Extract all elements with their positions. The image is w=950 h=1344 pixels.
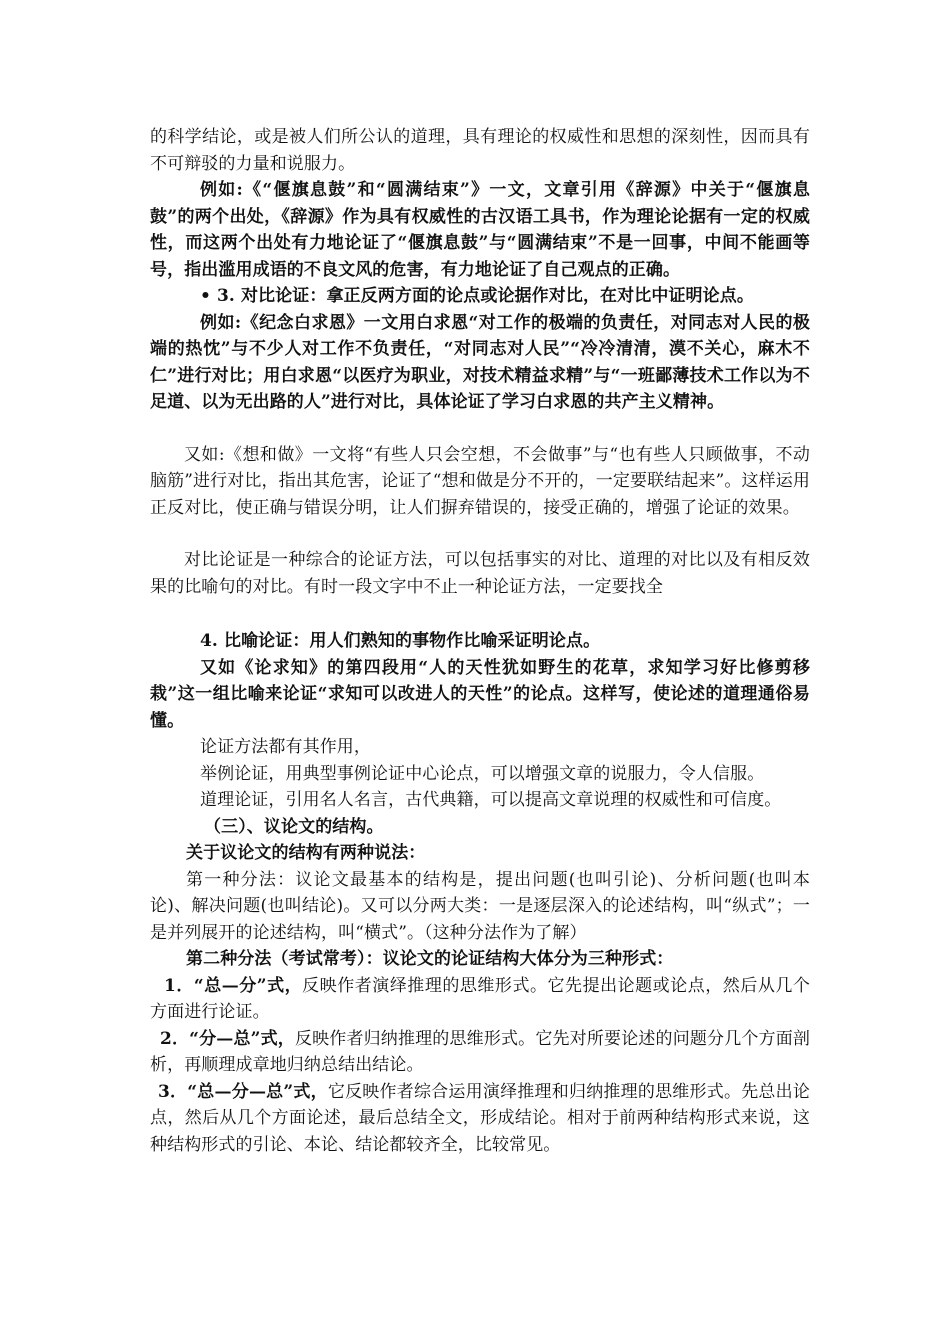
structure-item-1-text: 反映作者演绎推理的思维形式。它先提出论题或论点，然后从几个方面进行论证。 bbox=[150, 975, 810, 1022]
structure-item-2 bbox=[150, 1026, 810, 1079]
document-page bbox=[150, 124, 810, 1158]
paragraph-example-think-do: 又如:《想和做》一文将“有些人只会空想，不会做事”与“也有些人只顾做事，不动脑筋”进行对比，指出其危害，论证了“想和做是分不开的，一定要联结起来”。这样运用正反对比，使正确与错误分明，让人们摒弃错误的，接受正确的，增强了论证的效果。 bbox=[150, 444, 810, 518]
paragraph-example-method: 举例论证，用典型事例论证中心论点，可以增强文章的说服力，令人信服。 bbox=[200, 763, 765, 784]
structure-item-1 bbox=[150, 973, 810, 1026]
paragraph-methods-intro: 论证方法都有其作用， bbox=[200, 737, 371, 757]
paragraph-structure-intro: 关于议论文的结构有两种说法： bbox=[186, 843, 426, 863]
paragraph-authority-conclusion: 的科学结论，或是被人们所公认的道理，具有理论的权威性和思想的深刻性，因而具有不可辩驳的力量和说服力。 bbox=[150, 127, 810, 174]
heading-contrast-argument: • 3. 对比论证：拿正反两方面的论点或论据作对比，在对比中证明论点。 bbox=[200, 286, 754, 306]
paragraph-reasoning-method: 道理论证，引用名人名言，古代典籍，可以提高文章说理的权威性和可信度。 bbox=[200, 790, 782, 810]
heading-metaphor-argument: 4. 比喻论证：用人们熟知的事物作比喻采证明论点。 bbox=[200, 631, 601, 651]
section-heading-structure: （三）、议论文的结构。 bbox=[204, 816, 384, 837]
paragraph-example-bethune: 例如:《纪念白求恩》一文用白求恩“对工作的极端的负责任，对同志对人民的极端的热忱”与不少人对工作不负责任，“对同志对人民”“冷冷清清，漠不关心，麻木不仁”进行对比；用白求恩“以医疗为职业，对技术精益求精”与“一班鄙薄技术工作以为不足道、以为无出路的人”进行对比，具体论证了学习白求恩的共产主义精神。 bbox=[150, 312, 810, 412]
paragraph-first-method: 第一种分法：议论文最基本的结构是，提出问题(也叫引论)、分析问题(也叫本论)、解决问题(也叫结论)。又可以分两大类：一是逐层深入的论述结构，叫“纵式”；一是并列展开的论述结构，叫“横式”。（这种分法作为了解） bbox=[150, 869, 810, 943]
paragraph-example-knowledge: 又如《论求知》的第四段用“人的天性犹如野生的花草，求知学习好比修剪移栽”这一组比喻来论证“求知可以改进人的天性”的论点。这样写，使论述的道理通俗易懂。 bbox=[150, 657, 810, 731]
structure-item-1-label: 1．“总—分”式， bbox=[164, 975, 303, 996]
structure-item-3 bbox=[150, 1079, 810, 1159]
structure-item-2-text: 反映作者归纳推理的思维形式。它先对所要论述的问题分几个方面剖析，再顺理成章地归纳总结出结论。 bbox=[150, 1028, 810, 1075]
paragraph-contrast-summary: 对比论证是一种综合的论证方法，可以包括事实的对比、道理的对比以及有相反效果的比喻句的对比。有时一段文字中不止一种论证方法，一定要找全 bbox=[150, 550, 810, 597]
paragraph-second-method: 第二种分法（考试常考）：议论文的论证结构大体分为三种形式： bbox=[186, 949, 674, 969]
structure-item-3-text: 它反映作者综合运用演绎推理和归纳推理的思维形式。先总出论点，然后从几个方面论述，最后总结全文，形成结论。相对于前两种结构形式来说，这种结构形式的引论、本论、结论都较齐全，比较常见。 bbox=[150, 1081, 810, 1155]
paragraph-example-idiom: 例如:《“偃旗息鼓”和“圆满结束”》一文，文章引用《辞源》中关于“偃旗息鼓”的两个出处，《辞源》作为具有权威性的古汉语工具书，作为理论论据有一定的权威性，而这两个出处有力地论证了“偃旗息鼓”与“圆满结束”不是一回事，中间不能画等号，指出滥用成语的不良文风的危害，有力地论证了自己观点的正确。 bbox=[150, 180, 810, 280]
structure-item-2-label: 2．“分—总”式， bbox=[160, 1028, 295, 1049]
structure-item-3-label: 3．“总—分—总”式， bbox=[158, 1081, 328, 1102]
